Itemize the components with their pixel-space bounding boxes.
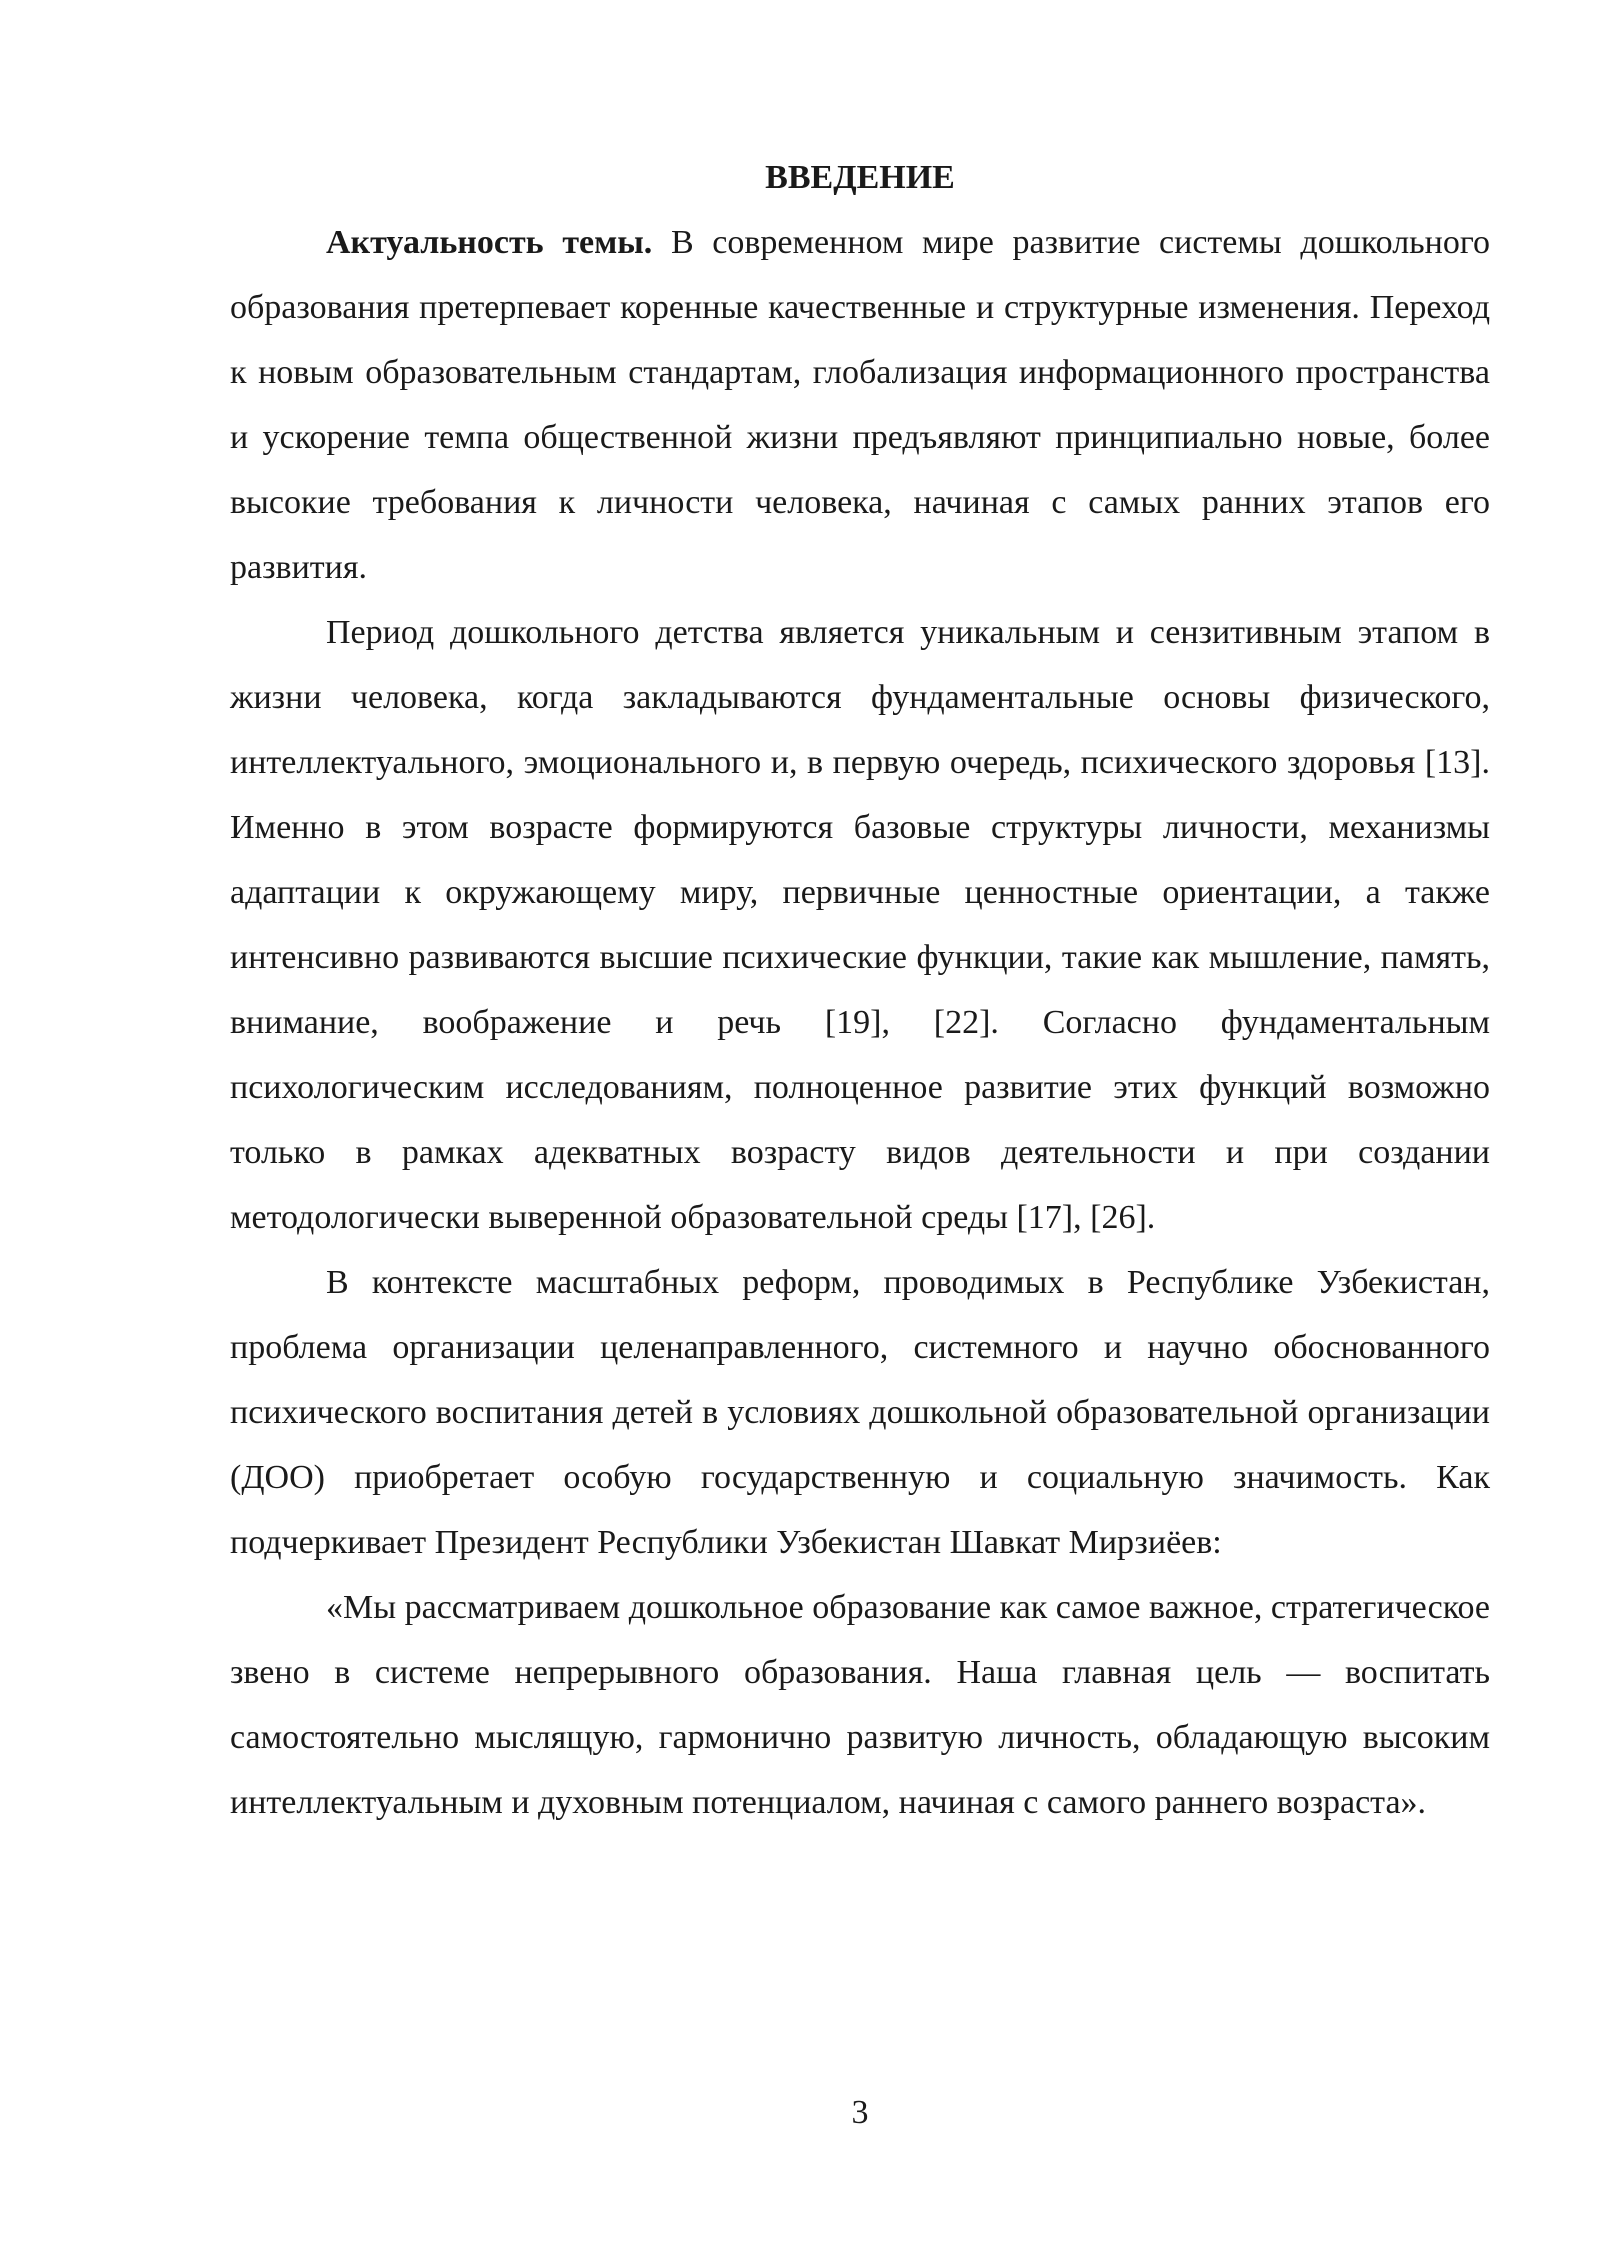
paragraph-preschool-period: Период дошкольного детства является уникальным и сензитивным этапом в жизни человека, когда закладываются фундаментальные основы физического, интеллектуального, эмоционального и, в первую очередь, психического здоровья [13]. Именно в этом возрасте формируются базовые структуры личности, механизмы адаптации к окружающему миру, первичные ценностные ориентации, а также интенсивно развиваются высшие психические функции, такие как мышление, память, внимание, воображение и речь [19], [22]. Согласно фундаментальным психологическим исследованиям, полноценное развитие этих функций возможно только в рамках адекватных возрасту видов деятельности и при создании методологически выверенной образовательной среды [17], [26]. [230,614,1490,1236]
paragraph-reform-context: В контексте масштабных реформ, проводимых в Республике Узбекистан, проблема организации целенаправленного, системного и научно обоснованного психического воспитания детей в условиях дошкольной образовательной организации (ДОО) приобретает особую государственную и социальную значимость. Как подчеркивает Президент Республики Узбекистан Шавкат Мирзиёев: [230,1264,1490,1561]
page-number: 3 [851,2094,869,2131]
paragraph-quote: «Мы рассматриваем дошкольное образование как самое важное, стратегическое звено в системе непрерывного образования. Наша главная цель — воспитать самостоятельно мыслящую, гармонично развитую личность, обладающую высоким интеллектуальным и духовным потенциалом, начиная с самого раннего возраста». [230,1589,1490,1821]
document-page [230,0,1490,2262]
paragraph-lead: Актуальность темы. [326,224,653,261]
document-body [230,210,1490,1835]
paragraph-relevance [230,210,1490,600]
paragraph-text: В современном мире развитие системы дошкольного образования претерпевает коренные качественные и структурные изменения. Переход к новым образовательным стандартам, глобализация информационного пространства и ускорение темпа общественной жизни предъявляют принципиально новые, более высокие требования к личности человека, начиная с самых ранних этапов его развития. [230,224,1490,586]
page-title: ВВЕДЕНИЕ [765,159,955,196]
